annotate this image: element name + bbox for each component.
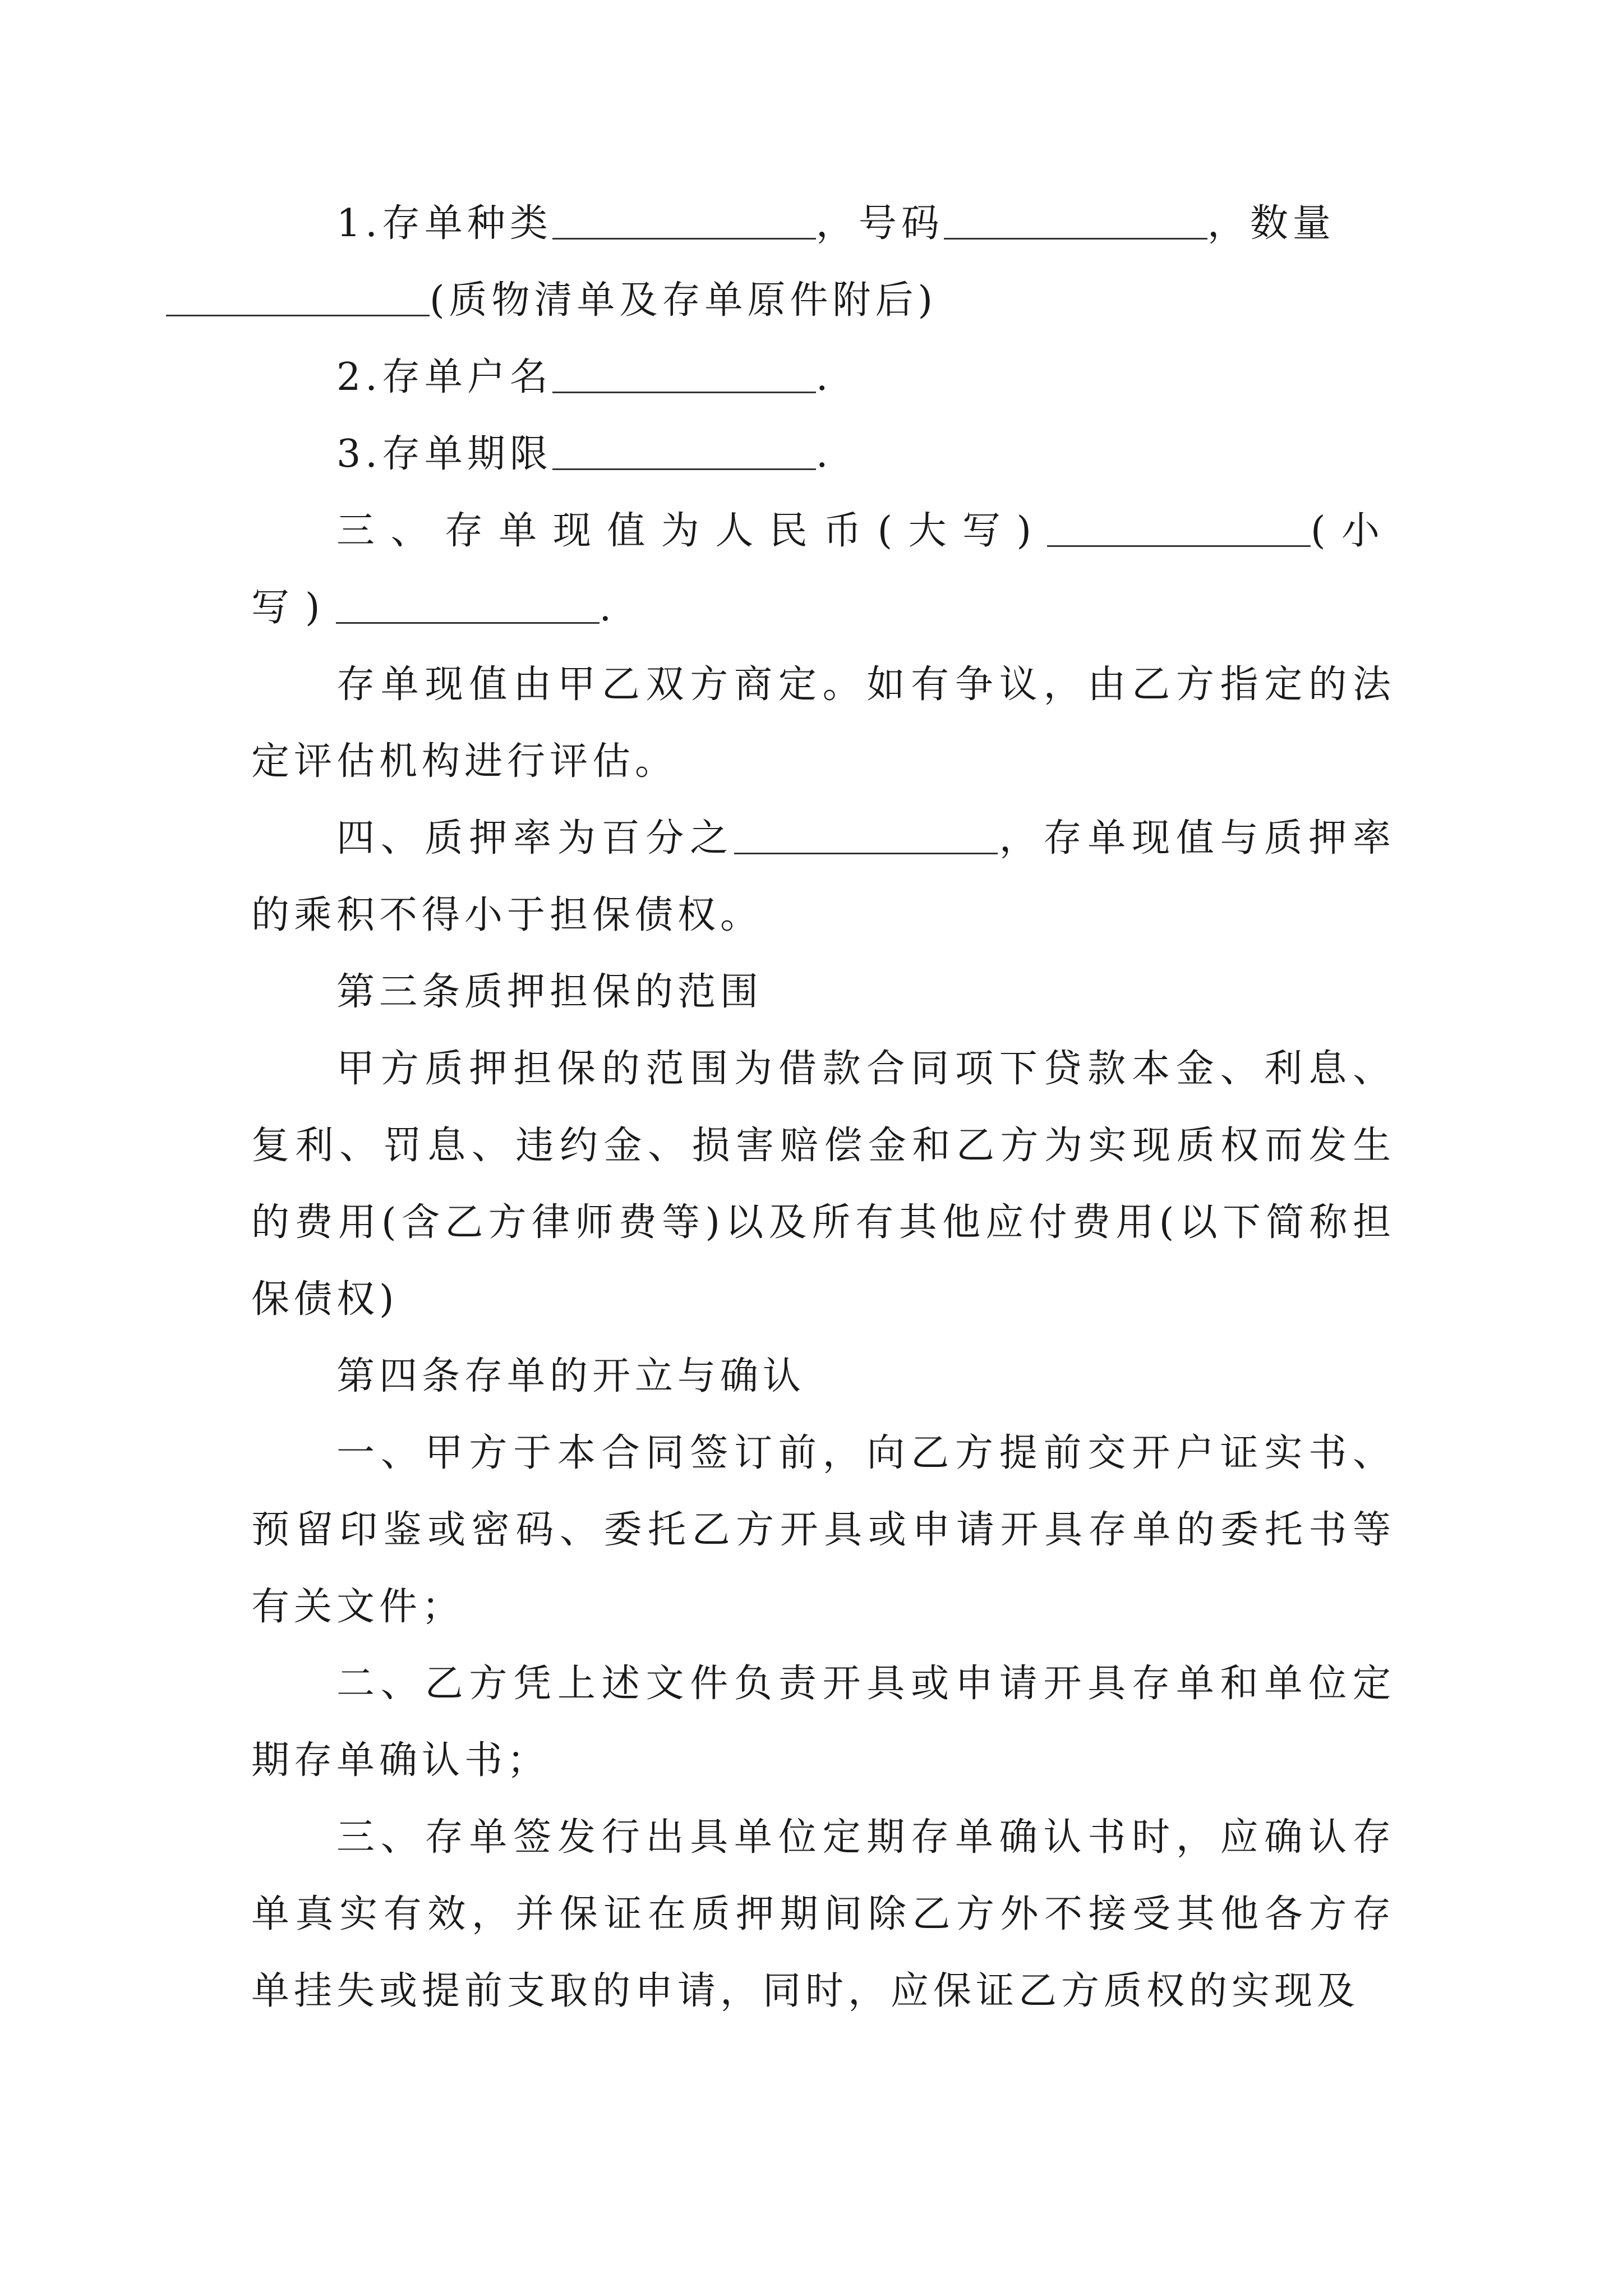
- heading-article-3: 第三条质押担保的范围: [336, 970, 763, 1014]
- paragraph-present-value: [251, 493, 1395, 646]
- blank-account-name: [552, 358, 816, 393]
- deposit-term-label: 3.存单期限: [336, 432, 552, 476]
- present-value-label: 三、存单现值为人民币(大写): [336, 509, 1048, 553]
- blank-deposit-term: [552, 435, 816, 470]
- blank-value-lowercase: [336, 588, 600, 624]
- paragraph-pledge-rate: [251, 800, 1395, 954]
- blank-deposit-quantity: [166, 281, 430, 316]
- paragraph-clause-1: 一、甲方于本合同签订前，向乙方提前交开户证实书、预留印鉴或密码、委托乙方开具或申请开具存单的委托书等有关文件；: [251, 1431, 1395, 1629]
- blank-deposit-number: [944, 204, 1207, 240]
- period-mark: .: [599, 586, 628, 630]
- deposit-quantity-label: ，数量: [1207, 201, 1335, 246]
- account-name-label: 2.存单户名: [336, 355, 552, 399]
- paragraph-deposit-term: [251, 416, 1395, 493]
- paragraph-clause-2: 二、乙方凭上述文件负责开具或申请开具存单和单位定期存单确认书；: [251, 1662, 1395, 1783]
- document-body: [251, 185, 1395, 2030]
- deposit-number-label: ，号码: [815, 201, 944, 246]
- heading-article-4: 第四条存单的开立与确认: [336, 1354, 806, 1398]
- period-mark: .: [815, 432, 833, 476]
- paragraph-deposit-type: [251, 185, 1395, 339]
- blank-pledge-rate: [734, 819, 998, 854]
- deposit-type-label: 1.存单种类: [336, 201, 552, 246]
- attachment-note: (质物清单及存单原件附后): [430, 278, 938, 323]
- paragraph-guarantee-scope: 甲方质押担保的范围为借款合同项下贷款本金、利息、复利、罚息、违约金、损害赔偿金和乙方为实现质权而发生的费用(含乙方律师费等)以及所有其他应付费用(以下简称担保债权): [251, 1047, 1395, 1322]
- lowercase-label: (小写): [251, 509, 1396, 630]
- blank-deposit-type: [552, 204, 816, 240]
- pledge-rate-label: 四、质押率为百分之: [336, 816, 734, 861]
- paragraph-clause-3: 三、存单签发行出具单位定期存单确认书时，应确认存单真实有效，并保证在质押期间除乙方外不接受其他各方存单挂失或提前支取的申请，同时，应保证乙方质权的实现及: [251, 1815, 1395, 2013]
- paragraph-account-name: [251, 339, 1395, 416]
- pledge-rate-text: ，存单现值与质押率的乘积不得小于担保债权。: [251, 816, 1395, 937]
- blank-value-capital: [1047, 512, 1311, 547]
- paragraph-valuation: 存单现值由甲乙双方商定。如有争议，由乙方指定的法定评估机构进行评估。: [251, 662, 1395, 784]
- period-mark: .: [815, 355, 833, 399]
